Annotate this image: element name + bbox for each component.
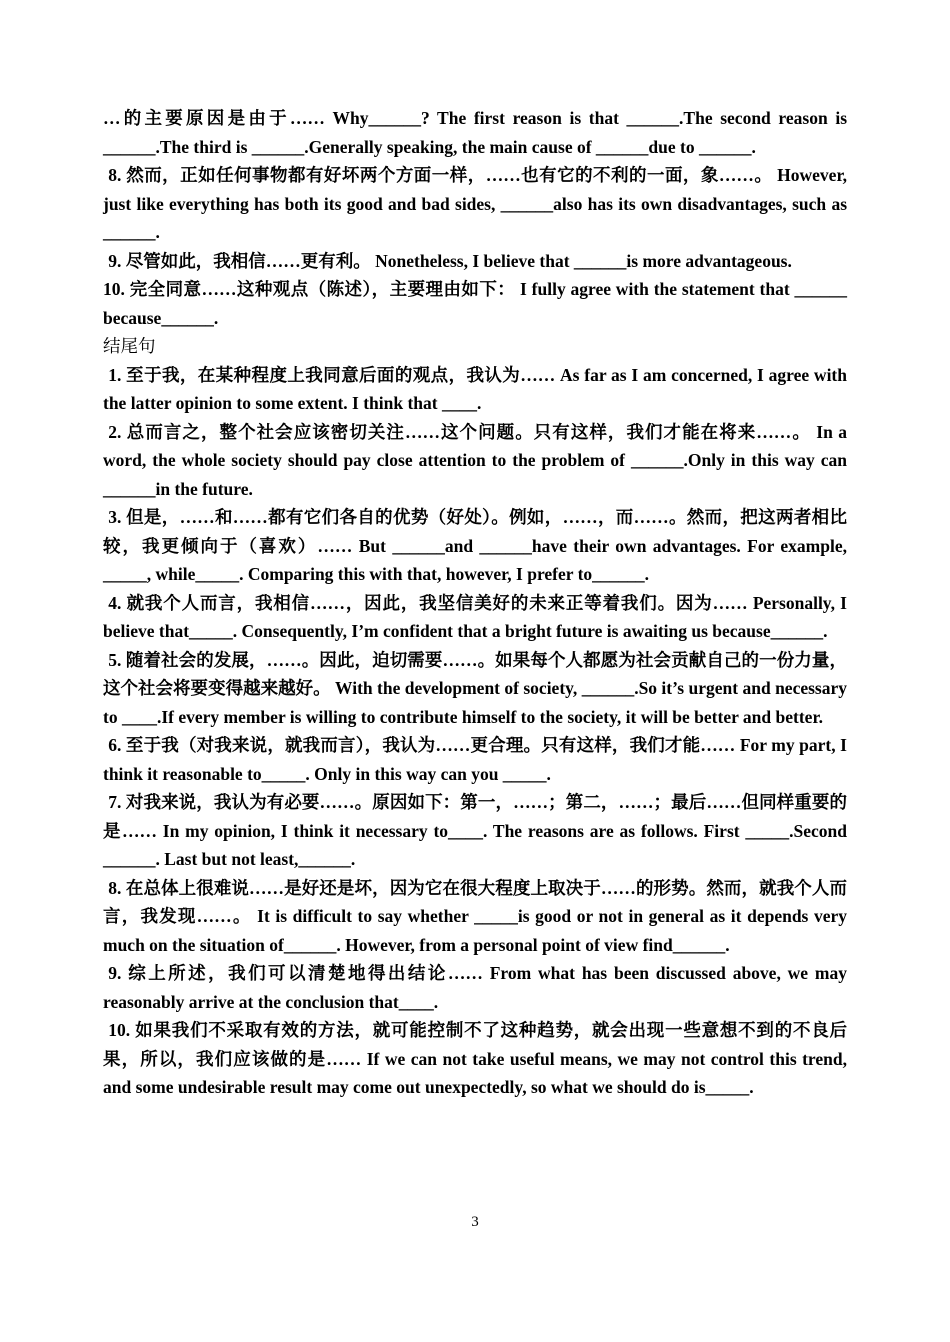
closing-item: 10. 如果我们不采取有效的方法，就可能控制不了这种趋势，就会出现一些意想不到的不良后果，所以，我们应该做的是…… If we can not take useful means, we may not control this trend, and some undesirable result may come out unexpectedly, so what we should do is_____. (103, 1020, 847, 1097)
opening-item: 9. 尽管如此，我相信……更有利。 Nonetheless, I believe that ______is more advantageous. (108, 250, 792, 271)
closing-item: 5. 随着社会的发展，……。因此，迫切需要……。如果每个人都愿为社会贡献自己的一份力量，这个社会将要变得越来越好。 With the development of society, ______.So it’s urgent and necessary to ____.If every member is willing to contribute himself to the society, it will be better and better. (103, 649, 847, 727)
document-body (103, 104, 847, 1102)
closing-item: 8. 在总体上很难说……是好还是坏，因为它在很大程度上取决于……的形势。然而，就我个人而言，我发现……。 It is difficult to say whether _____is good or not in general as it depends very much on the situation of______. However, from a personal point of view find______. (103, 877, 847, 955)
closing-item: 4. 就我个人而言，我相信……，因此，我坚信美好的未来正等着我们。因为…… Personally, I believe that_____. Consequently, I’m confident that a bright future is awaiting us because______. (103, 592, 847, 641)
closing-item: 3. 但是，……和……都有它们各自的优势（好处）。例如，……，而……。然而，把这两者相比较，我更倾向于（喜欢）…… But ______and ______have their own advantages. For example, _____, while_____. Comparing this with that, however, I prefer to______. (103, 507, 847, 584)
closing-item: 9. 综上所述，我们可以清楚地得出结论…… From what has been discussed above, we may reasonably arrive at the conclusion that____. (103, 963, 847, 1012)
opening-item: …的主要原因是由于…… Why______? The first reason is that ______.The second reason is ______.The third is ______.Generally speaking, the main cause of ______due to ______. (103, 108, 847, 157)
section-heading: 结尾句 (103, 336, 156, 356)
opening-item: 8. 然而，正如任何事物都有好坏两个方面一样，……也有它的不利的一面，象……。 However, just like everything has both its good and bad sides, ______also has its own disadvantages, such as ______. (103, 165, 847, 242)
closing-item: 2. 总而言之，整个社会应该密切关注……这个问题。只有这样，我们才能在将来……。 In a word, the whole society should pay close attention to the problem of ______.Only in this way can ______in the future. (103, 421, 847, 499)
closing-item: 6. 至于我（对我来说，就我而言），我认为……更合理。只有这样，我们才能…… For my part, I think it reasonable to_____. Only in this way can you _____. (103, 735, 847, 784)
page-number: 3 (471, 1214, 479, 1230)
closing-item: 7. 对我来说，我认为有必要……。原因如下：第一，……；第二，……；最后……但同样重要的是…… In my opinion, I think it necessary to____. The reasons are as follows. First _____.Second ______. Last but not least,______. (103, 792, 847, 869)
closing-item: 1. 至于我，在某种程度上我同意后面的观点，我认为…… As far as I am concerned, I agree with the latter opinion to some extent. I think that ____. (103, 364, 847, 413)
opening-item: 10. 完全同意……这种观点（陈述），主要理由如下： I fully agree with the statement that ______ because______. (103, 279, 847, 328)
